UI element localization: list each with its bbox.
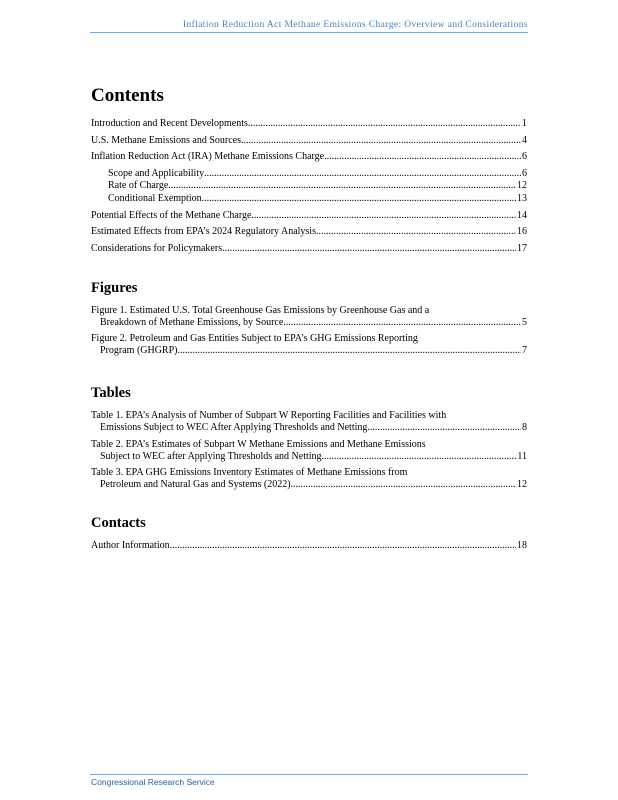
toc-entry[interactable]	[91, 151, 527, 163]
figure-page: 7	[522, 345, 527, 356]
figure-caption-line1: Figure 1. Estimated U.S. Total Greenhouse Gas Emissions by Greenhouse Gas and a	[91, 304, 430, 316]
table-caption-line2: Petroleum and Natural Gas and Systems (2022)	[100, 479, 291, 490]
toc-entry-page: 18	[517, 540, 527, 551]
toc-entry-label: U.S. Methane Emissions and Sources	[91, 134, 241, 146]
contents-heading: Contents	[91, 85, 164, 106]
toc-entry-label: Inflation Reduction Act (IRA) Methane Emissions Charge	[91, 151, 325, 162]
figures-section	[91, 279, 527, 358]
figures-heading: Figures	[91, 279, 138, 296]
dot-leader	[222, 243, 516, 255]
toc-entry-label: Considerations for Policymakers	[91, 242, 223, 254]
table-caption-line1: Table 1. EPA’s Analysis of Number of Subpart W Reporting Facilities and Facilities with	[91, 410, 447, 421]
dot-leader	[316, 226, 516, 238]
toc-entry[interactable]	[91, 243, 527, 255]
contacts-section	[91, 514, 527, 552]
toc-entry[interactable]	[91, 226, 527, 238]
toc-entry-page: 6	[522, 151, 527, 162]
dot-leader	[170, 540, 516, 552]
dot-leader	[324, 151, 521, 163]
dot-leader	[204, 168, 521, 181]
footer-rule	[90, 774, 528, 775]
header-rule	[90, 32, 528, 33]
table-of-contents	[91, 85, 527, 552]
tables-section	[91, 384, 527, 491]
toc-subentry[interactable]	[91, 180, 527, 193]
figure-entry[interactable]	[91, 305, 527, 329]
toc-subentry[interactable]	[91, 193, 527, 206]
toc-entry-label: Introduction and Recent Developments	[91, 118, 248, 129]
table-caption-line1: Table 2. EPA’s Estimates of Subpart W Methane Emissions and Methane Emissions	[91, 438, 426, 450]
dot-leader	[291, 479, 516, 491]
dot-leader	[322, 451, 517, 463]
table-page: 11	[517, 450, 527, 462]
dot-leader	[202, 193, 516, 206]
toc-entry-page: 16	[517, 226, 527, 237]
figure-caption-line1: Figure 2. Petroleum and Gas Entities Subject to EPA’s GHG Emissions Reporting	[91, 333, 418, 344]
dot-leader	[248, 118, 521, 130]
toc-entry-page: 12	[517, 180, 527, 191]
toc-entry-label: Potential Effects of the Methane Charge	[91, 209, 252, 221]
figure-caption-line2: Breakdown of Methane Emissions, by Source	[100, 316, 284, 328]
running-header: Inflation Reduction Act Methane Emissions Charge: Overview and Considerations	[182, 20, 528, 30]
toc-subentry[interactable]	[91, 168, 527, 181]
toc-entry-page: 14	[517, 209, 527, 221]
toc-entry-page: 13	[517, 192, 527, 204]
footer-publisher: Congressional Research Service	[91, 777, 215, 787]
dot-leader	[241, 135, 521, 147]
toc-entry-page: 4	[522, 134, 527, 146]
contacts-heading: Contacts	[91, 515, 146, 531]
table-caption-line2: Emissions Subject to WEC After Applying Thresholds and Netting	[100, 422, 368, 433]
dot-leader	[283, 317, 521, 329]
figure-caption-line2: Program (GHGRP)	[100, 345, 178, 356]
dot-leader	[168, 180, 516, 193]
contents-section	[91, 85, 527, 255]
toc-entry-label: Conditional Exemption	[108, 192, 202, 204]
toc-entry-label: Scope and Applicability	[108, 167, 205, 179]
toc-entry-label: Estimated Effects from EPA’s 2024 Regulatory Analysis	[91, 226, 316, 237]
dot-leader	[251, 210, 516, 222]
tables-heading: Tables	[91, 385, 131, 401]
toc-entry[interactable]	[91, 135, 527, 147]
dot-leader	[178, 345, 522, 357]
toc-entry-label: Rate of Charge	[108, 180, 169, 191]
figure-entry[interactable]	[91, 333, 527, 357]
toc-entry[interactable]	[91, 118, 527, 130]
toc-entry-label: Author Information	[91, 540, 170, 551]
table-entry[interactable]	[91, 467, 527, 491]
toc-entry[interactable]	[91, 210, 527, 222]
toc-entry-page: 1	[522, 118, 527, 129]
table-page: 8	[522, 422, 527, 433]
table-caption-line2: Subject to WEC after Applying Thresholds and Netting	[100, 450, 322, 462]
table-entry[interactable]	[91, 410, 527, 434]
toc-entry-page: 6	[522, 167, 527, 179]
figure-page: 5	[522, 316, 527, 328]
table-entry[interactable]	[91, 439, 527, 463]
toc-entry[interactable]	[91, 540, 527, 552]
table-caption-line1: Table 3. EPA GHG Emissions Inventory Estimates of Methane Emissions from	[91, 467, 408, 478]
dot-leader	[367, 422, 521, 434]
toc-entry-page: 17	[517, 242, 527, 254]
table-page: 12	[517, 479, 527, 490]
